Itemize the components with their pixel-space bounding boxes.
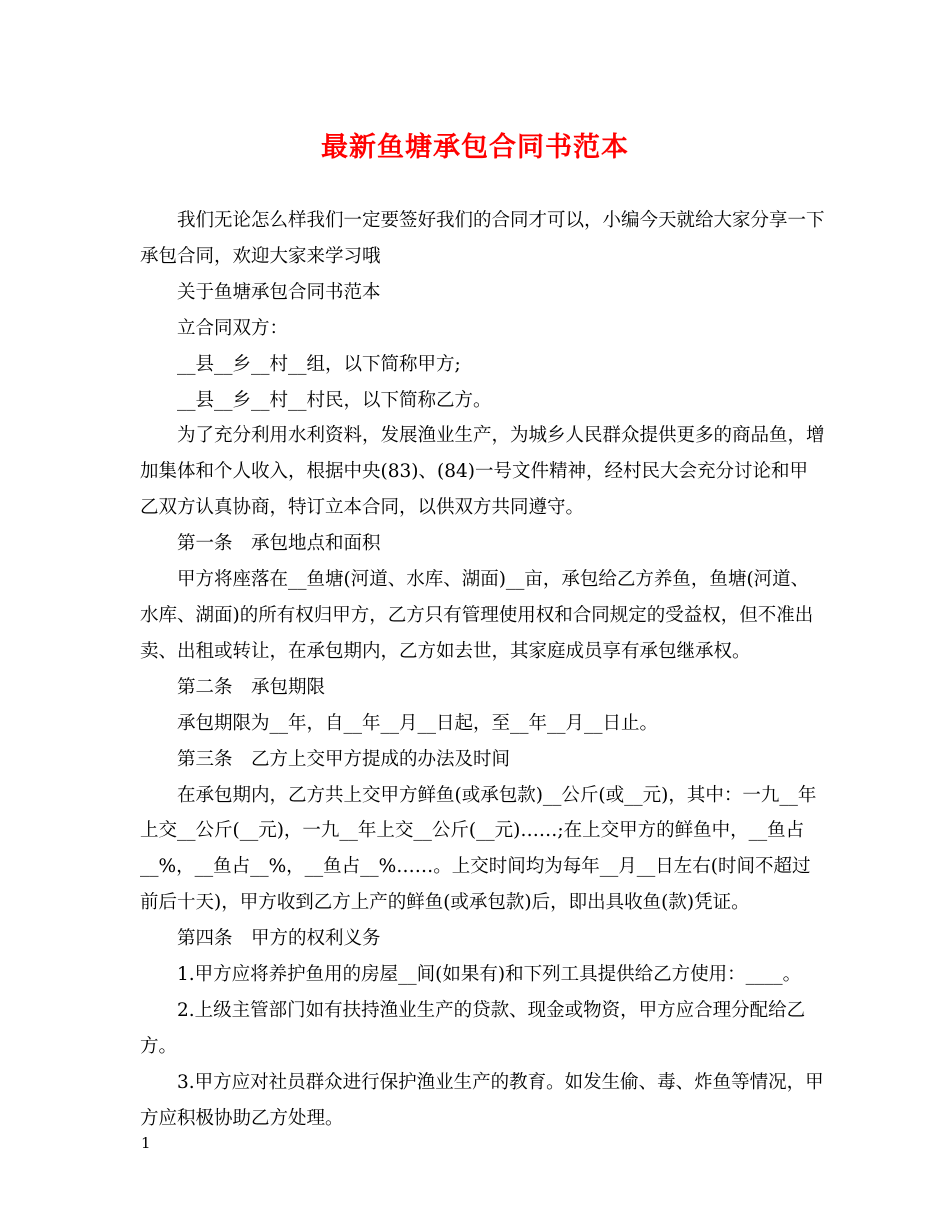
article-1-heading: 第一条 承包地点和面积 <box>177 533 381 555</box>
document-title: 最新鱼塘承包合同书范本 <box>321 132 629 163</box>
article-3-text: 在承包期内，乙方共上交甲方鲜鱼(或承包款)__公斤(或__元)，其中：一九__年上交__公斤(__元)，一九__年上交__公斤(__元)……;在上交甲方的鲜鱼中，__鱼占__%，__鱼占__%，__鱼占__%……。上交时间均为每年__月__日左右(时间不超过前后十天)，甲方收到乙方上产的鲜鱼(或承包款)后，即出具收鱼(款)凭证。 <box>140 784 817 914</box>
article-4-item-3: 3.甲方应对社员群众进行保护渔业生产的教育。如发生偷、毒、炸鱼等情况，甲方应积极协助乙方处理。 <box>140 1071 824 1129</box>
parties-heading: 立合同双方： <box>177 317 289 339</box>
party-a-line: __县__乡__村__组，以下简称甲方; <box>177 353 461 375</box>
article-4-item-1: 1.甲方应将养护鱼用的房屋__间(如果有)和下列工具提供给乙方使用：____。 <box>177 964 802 986</box>
article-2-heading: 第二条 承包期限 <box>177 676 326 698</box>
purpose-paragraph: 为了充分利用水利资料，发展渔业生产，为城乡人民群众提供更多的商品鱼，增加集体和个人收入，根据中央(83)、(84)一号文件精神，经村民大会充分讨论和甲乙双方认真协商，特订立本合同，以供双方共同遵守。 <box>140 425 825 519</box>
page-number: 1 <box>141 1134 151 1152</box>
article-1-text: 甲方将座落在__鱼塘(河道、水库、湖面)__亩，承包给乙方养鱼，鱼塘(河道、水库、湖面)的所有权归甲方，乙方只有管理使用权和合同规定的受益权，但不准出卖、出租或转让，在承包期内，乙方如去世，其家庭成员享有承包继承权。 <box>140 569 814 662</box>
subtitle-paragraph: 关于鱼塘承包合同书范本 <box>177 281 381 303</box>
article-3-heading: 第三条 乙方上交甲方提成的办法及时间 <box>177 748 511 770</box>
document-body <box>140 203 826 1137</box>
article-4-item-2: 2.上级主管部门如有扶持渔业生产的贷款、现金或物资，甲方应合理分配给乙方。 <box>140 999 806 1057</box>
intro-paragraph: 我们无论怎么样我们一定要签好我们的合同才可以，小编今天就给大家分享一下承包合同，欢迎大家来学习哦 <box>140 210 825 267</box>
party-b-line: __县__乡__村__村民，以下简称乙方。 <box>177 389 492 411</box>
article-4-heading: 第四条 甲方的权利义务 <box>177 928 381 950</box>
article-2-text: 承包期限为__年，自__年__月__日起，至__年__月__日止。 <box>177 712 659 734</box>
